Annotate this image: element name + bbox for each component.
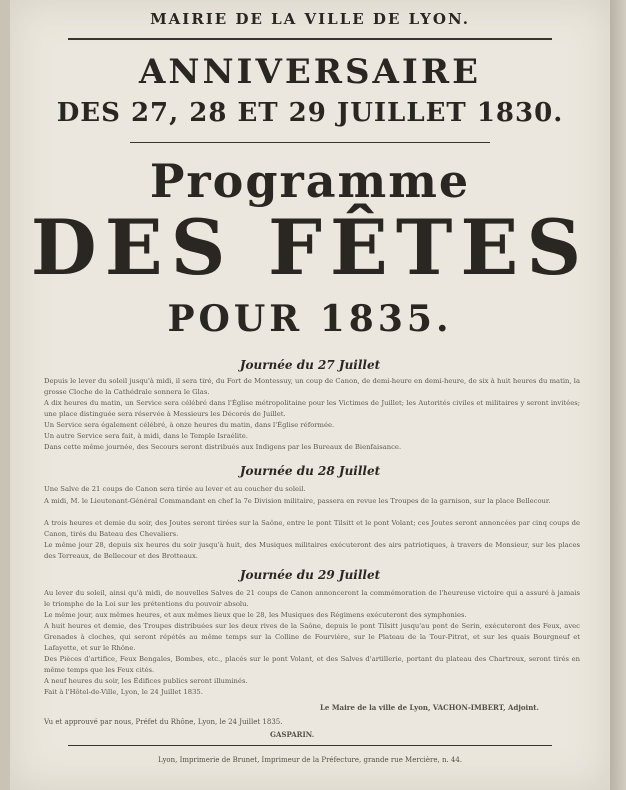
paragraph: A midi, M. le Lieutenant-Général Commandant en chef la 7e Division militaire, passera en revue les Troupes de la garnison, sur la place Bellecour. bbox=[44, 497, 551, 505]
pour-year: POUR 1835. bbox=[167, 298, 453, 340]
paragraph: A trois heures et demie du soir, des Joutes seront tirées sur la Saône, entre le pont Tilsitt et le pont Volant; ces Joutes seront annoncées par cinq coups de Canon, tirés du Bateau des Chevaliers. bbox=[44, 519, 580, 538]
anniversaire-title: ANNIVERSAIRE bbox=[139, 52, 481, 92]
paragraph: Un autre Service sera fait, à midi, dans le Temple Israélite. bbox=[44, 432, 248, 440]
paragraph: A neuf heures du soir, les Édifices publics seront illuminés. bbox=[44, 677, 248, 685]
title-rule bbox=[130, 142, 490, 143]
paragraph: Le même jour, aux mêmes heures, et aux mêmes lieux que le 28, les Musiques des Régimens exécuteront des symphonies. bbox=[44, 611, 467, 619]
paragraph: Des Pièces d'artifice, Feux Bengales, Bombes, etc., placés sur le pont Volant, et des Salves d'artillerie, portant du plateau des Chartreux, seront tirés en même temps que les Feux cités. bbox=[44, 655, 580, 674]
paragraph: Une Salve de 21 coups de Canon sera tirée au lever et au coucher du soleil. bbox=[44, 485, 306, 493]
wall-edge bbox=[610, 0, 626, 790]
paragraph: Au lever du soleil, ainsi qu'à midi, de nouvelles Salves de 21 coups de Canon annonceront la commémoration de l'heureuse victoire qui a assuré à jamais le triomphe de la Loi sur les prétentions du pouvoir absolu. bbox=[44, 589, 580, 608]
paragraph: Le même jour 28, depuis six heures du soir jusqu'à huit, des Musiques militaires exécuteront des airs patriotiques, à travers de Monsieur, sur les places des Terreaux, de Bellecour et des Brotteaux. bbox=[44, 541, 580, 560]
dates-subtitle: DES 27, 28 ET 29 JUILLET 1830. bbox=[56, 98, 564, 128]
top-rule bbox=[68, 38, 552, 40]
paragraph: A huit heures et demie, des Troupes distribuées sur les deux rives de la Saône, depuis le pont Tilsitt jusqu'au pont de Serin, exécuteront des Feux, avec Grenades à cloches, qui seront répétés au même temps sur la Colline de Fourvière, sur le Plateau de la Tour-Pitrat, et sur les quais Bourgneuf et Lafayette, et sur le Rhône. bbox=[44, 622, 580, 652]
prefet-signature: GASPARIN. bbox=[270, 730, 315, 739]
paragraph: Dans cette même journée, des Secours seront distribués aux Indigens par les Bureaux de Bienfaisance. bbox=[44, 443, 402, 451]
fetes-title: DES FÊTES bbox=[30, 203, 590, 292]
programme-title: Programme bbox=[149, 154, 471, 208]
section-title: Journée du 28 Juillet bbox=[239, 464, 381, 478]
bottom-rule bbox=[68, 745, 552, 746]
poster bbox=[10, 0, 610, 790]
paragraph: Depuis le lever du soleil jusqu'à midi, il sera tiré, du Fort de Montessuy, un coup de Canon, de demi-heure en demi-heure, de six à huit heures du matin, la grosse Cloche de la Cathédrale sonnera le Glas. bbox=[44, 377, 580, 396]
maire-signature: Le Maire de la ville de Lyon, VACHON-IMBERT, Adjoint. bbox=[320, 703, 539, 712]
section-title: Journée du 27 Juillet bbox=[239, 358, 381, 372]
paragraph: Fait à l'Hôtel-de-Ville, Lyon, le 24 Juillet 1835. bbox=[44, 688, 203, 696]
mairie-heading: MAIRIE DE LA VILLE DE LYON. bbox=[150, 10, 470, 28]
paragraph: A dix heures du matin, un Service sera célébré dans l'Église métropolitaine pour les Victimes de Juillet; les Autorités civiles et militaires y seront invitées; une place distinguée sera réservée à Messieurs les Décorés de Juillet. bbox=[44, 399, 580, 418]
paragraph: Un Service sera également célébré, à onze heures du matin, dans l'Église réformée. bbox=[44, 421, 335, 429]
approval-line: Vu et approuvé par nous, Préfet du Rhône, Lyon, le 24 Juillet 1835. bbox=[44, 718, 283, 726]
section-title: Journée du 29 Juillet bbox=[239, 568, 381, 582]
printer-line: Lyon, Imprimerie de Brunet, Imprimeur de la Préfecture, grande rue Mercière, n. 44. bbox=[157, 756, 463, 764]
